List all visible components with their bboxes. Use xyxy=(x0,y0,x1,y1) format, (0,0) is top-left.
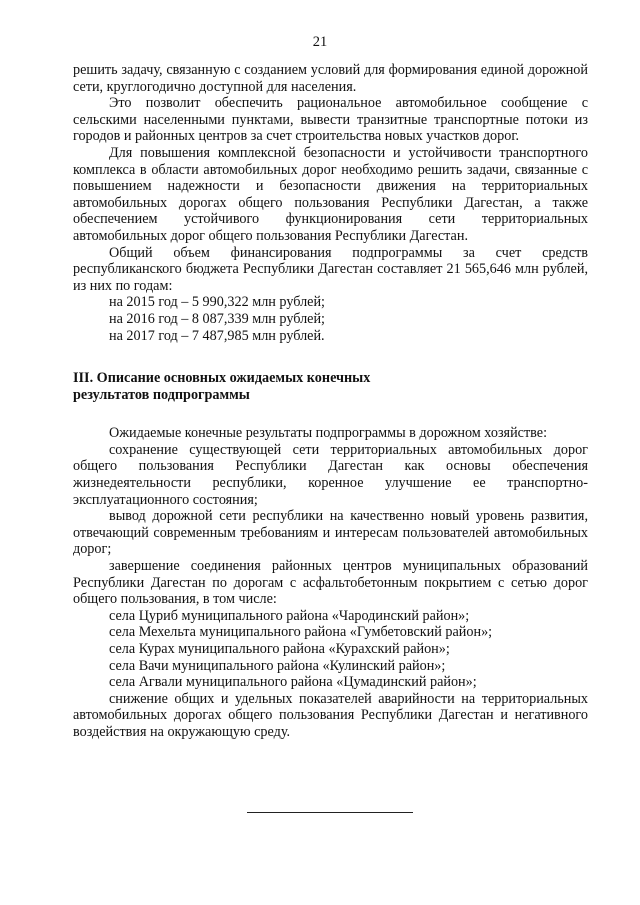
paragraph: завершение соединения районных центров муниципальных образований Республики Дагестан по дорогам с асфальтобетонным покрытием с сетью дорог общего пользования, в том числе: xyxy=(73,558,588,608)
document-body xyxy=(73,62,588,741)
list-item: села Курах муниципального района «Курахский район»; xyxy=(109,641,450,657)
paragraph: Для повышения комплексной безопасности и устойчивости транспортного комплекса в области автомобильных дорог необходимо решить задачи, связанные с повышением надежности и безопасности движения на территориальных автомобильных дорогах общего пользования Республики Дагестан, а также обеспечением устойчивого функционирования сети территориальных автомобильных дорог общего пользования Республики Дагестан. xyxy=(73,144,588,244)
list-item: села Цуриб муниципального района «Чародинский район»; xyxy=(109,607,470,624)
section-heading-line-2: результатов подпрограммы xyxy=(73,386,250,403)
section-heading-line-1: III. Описание основных ожидаемых конечных xyxy=(73,370,371,387)
paragraph: Общий объем финансирования подпрограммы за счет средств республиканского бюджета Республики Дагестан составляет 21 565,646 млн рублей, из них по годам: xyxy=(73,244,588,294)
paragraph: сохранение существующей сети территориальных автомобильных дорог общего пользования Республики Дагестан как основы обеспечения жизнедеятельности республики, коренное улучшение ее транспортно-эксплуатационного состояния; xyxy=(73,441,588,508)
paragraph: снижение общих и удельных показателей аварийности на территориальных автомобильных дорогах общего пользования Республики Дагестан и негативного воздействия на окружающую среду. xyxy=(73,690,588,740)
list-item: села Мехельта муниципального района «Гумбетовский район»; xyxy=(109,624,493,641)
page-number: 21 xyxy=(312,34,328,50)
funding-line-2015: на 2015 год – 5 990,322 млн рублей; xyxy=(109,294,325,311)
funding-line-2016: на 2016 год – 8 087,339 млн рублей; xyxy=(109,310,325,327)
list-item: села Агвали муниципального района «Цумадинский район»; xyxy=(109,674,477,691)
paragraph: Это позволит обеспечить рациональное автомобильное сообщение с сельскими населенными пунктами, вывести транзитные транспортные потоки из городов и районных центров за счет строительства новых участков дорог. xyxy=(73,95,588,145)
paragraph: вывод дорожной сети республики на качественно новый уровень развития, отвечающий современным требованиям и интересам пользователей автомобильных дорог; xyxy=(73,508,588,558)
list-item: села Вачи муниципального района «Кулинский район»; xyxy=(109,657,446,674)
funding-line-2017: на 2017 год – 7 487,985 млн рублей. xyxy=(109,327,325,344)
separator-line xyxy=(247,812,413,813)
paragraph: Ожидаемые конечные результаты подпрограммы в дорожном хозяйстве: xyxy=(109,425,548,442)
paragraph: решить задачу, связанную с созданием условий для формирования единой дорожной сети, круглогодично доступной для населения. xyxy=(73,62,588,95)
